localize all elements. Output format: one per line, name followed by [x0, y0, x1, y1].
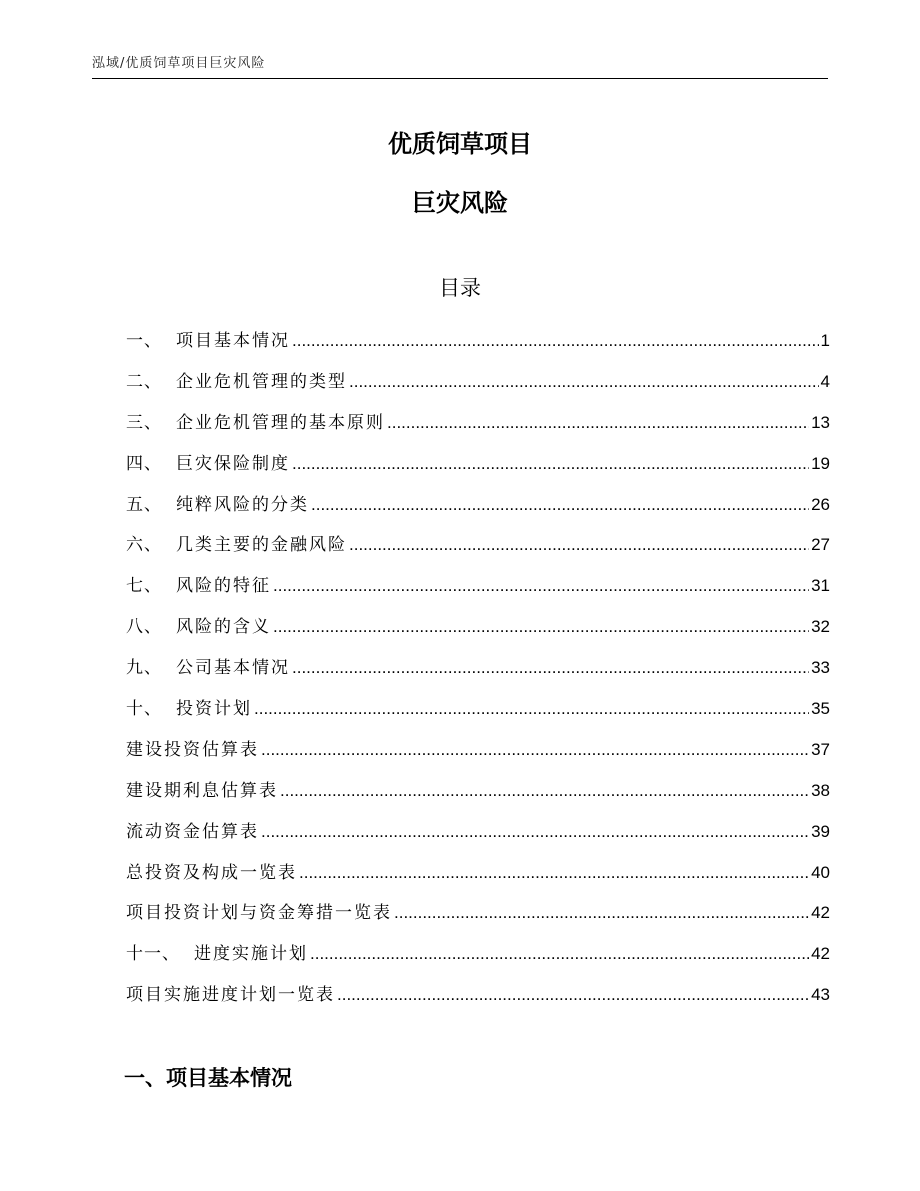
toc-entry[interactable] — [126, 362, 830, 403]
document-subtitle: 巨灾风险 — [412, 189, 508, 217]
toc-entry-page-number: 42 — [811, 903, 830, 923]
toc-entry-label: 总投资及构成一览表 — [126, 862, 297, 883]
toc-entry[interactable] — [126, 403, 830, 444]
toc-entry[interactable] — [126, 321, 830, 362]
toc-entry-label: 建设投资估算表 — [126, 739, 259, 760]
toc-entry-label: 项目基本情况 — [176, 331, 290, 351]
toc-entry-number: 五、 — [126, 494, 162, 515]
toc-entry[interactable] — [126, 975, 830, 1016]
toc-entry-label: 风险的含义 — [176, 617, 271, 638]
toc-entry-label: 公司基本情况 — [176, 658, 290, 679]
toc-dot-leader — [273, 607, 809, 648]
toc-dot-leader — [292, 321, 819, 362]
toc-entry-label: 企业危机管理的基本原则 — [176, 412, 385, 433]
section-heading: 一、项目基本情况 — [124, 1066, 292, 1090]
toc-entry-label: 建设期利息估算表 — [126, 780, 278, 801]
toc-dot-leader — [292, 444, 809, 485]
toc-entry[interactable] — [126, 689, 830, 730]
toc-entry-page-number: 4 — [820, 371, 830, 391]
table-of-contents — [126, 321, 830, 1016]
toc-entry-page-number: 42 — [811, 944, 830, 964]
toc-dot-leader — [261, 812, 809, 853]
toc-entry-page-number: 37 — [811, 739, 830, 759]
toc-entry-label: 纯粹风险的分类 — [176, 494, 309, 515]
toc-entry-number: 六、 — [126, 535, 162, 556]
toc-entry-label: 项目实施进度计划一览表 — [126, 985, 335, 1006]
toc-entry[interactable] — [126, 525, 830, 566]
document-title: 优质饲草项目 — [388, 130, 532, 158]
toc-entry-page-number: 13 — [811, 412, 830, 432]
toc-entry-page-number: 39 — [811, 821, 830, 841]
toc-entry[interactable] — [126, 566, 830, 607]
toc-heading: 目录 — [439, 276, 481, 300]
toc-dot-leader — [280, 771, 809, 812]
toc-entry[interactable] — [126, 607, 830, 648]
toc-entry-number: 三、 — [126, 412, 162, 433]
toc-entry-number: 二、 — [126, 371, 162, 392]
toc-entry-number: 八、 — [126, 617, 162, 638]
toc-entry[interactable] — [126, 893, 830, 934]
toc-dot-leader — [311, 485, 809, 526]
toc-dot-leader — [337, 975, 809, 1016]
toc-dot-leader — [349, 362, 819, 403]
toc-entry[interactable] — [126, 730, 830, 771]
toc-entry-number: 九、 — [126, 658, 162, 679]
toc-entry[interactable] — [126, 771, 830, 812]
toc-dot-leader — [261, 730, 809, 771]
toc-entry-page-number: 19 — [811, 453, 830, 473]
toc-entry-label: 企业危机管理的类型 — [176, 371, 347, 392]
toc-dot-leader — [273, 566, 809, 607]
toc-entry[interactable] — [126, 485, 830, 526]
toc-entry[interactable] — [126, 444, 830, 485]
toc-entry-page-number: 31 — [811, 576, 830, 596]
toc-entry-page-number: 33 — [811, 658, 830, 678]
toc-entry-label: 几类主要的金融风险 — [176, 535, 347, 556]
toc-dot-leader — [310, 934, 809, 975]
toc-entry-number: 十、 — [126, 699, 162, 720]
toc-entry-page-number: 38 — [811, 780, 830, 800]
toc-entry-label: 巨灾保险制度 — [176, 453, 290, 474]
toc-entry-page-number: 26 — [811, 494, 830, 514]
toc-entry-label: 风险的特征 — [176, 576, 271, 597]
toc-entry-label: 流动资金估算表 — [126, 821, 259, 842]
toc-entry-page-number: 32 — [811, 617, 830, 637]
running-header: 泓域/优质饲草项目巨灾风险 — [92, 56, 266, 71]
header-divider — [92, 78, 828, 79]
toc-entry-page-number: 1 — [820, 331, 830, 350]
toc-entry-number: 十一、 — [126, 944, 180, 965]
toc-entry[interactable] — [126, 812, 830, 853]
toc-entry[interactable] — [126, 934, 830, 975]
toc-entry-number: 七、 — [126, 576, 162, 597]
toc-entry-number: 一、 — [126, 331, 162, 351]
toc-entry-page-number: 27 — [811, 535, 830, 555]
toc-dot-leader — [292, 648, 809, 689]
toc-entry-label: 进度实施计划 — [194, 944, 308, 965]
toc-entry-number: 四、 — [126, 453, 162, 474]
toc-entry-label: 投资计划 — [176, 699, 252, 720]
toc-dot-leader — [349, 525, 809, 566]
toc-dot-leader — [254, 689, 809, 730]
toc-dot-leader — [299, 853, 809, 894]
toc-dot-leader — [387, 403, 809, 444]
toc-entry-page-number: 43 — [811, 985, 830, 1005]
toc-entry[interactable] — [126, 648, 830, 689]
toc-entry-page-number: 40 — [811, 862, 830, 882]
toc-entry-page-number: 35 — [811, 699, 830, 719]
toc-entry[interactable] — [126, 853, 830, 894]
toc-dot-leader — [394, 893, 809, 934]
toc-entry-label: 项目投资计划与资金筹措一览表 — [126, 903, 392, 924]
